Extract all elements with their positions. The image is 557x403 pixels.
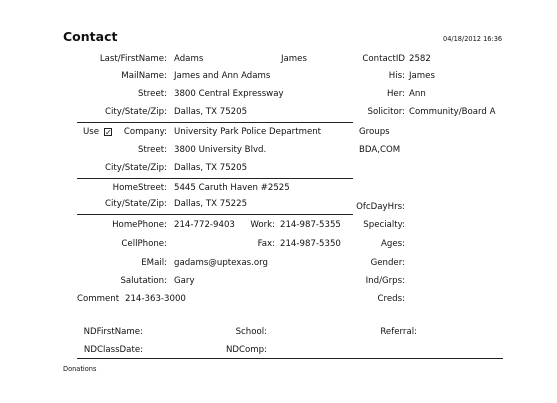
groups-value: BDA,COM: [359, 145, 401, 155]
fax-value: 214-987-5350: [280, 239, 341, 249]
home-phone-value: 214-772-9403: [174, 220, 235, 230]
street-value: 3800 Central Expressway: [174, 89, 284, 99]
her-label: Her:: [386, 89, 405, 99]
salutation-value: Gary: [174, 276, 195, 286]
company-city-state-zip-label: City/State/Zip:: [104, 163, 167, 173]
last-name-value: Adams: [174, 54, 204, 64]
name-label: Last/FirstName:: [99, 54, 167, 64]
credentials-label: Creds:: [377, 294, 405, 304]
use-label: Use: [83, 127, 100, 137]
mailname-label: MailName:: [121, 71, 167, 81]
print-timestamp: 04/18/2012 16:36: [443, 35, 503, 43]
use-checkbox[interactable]: ✓: [105, 128, 112, 137]
salutation-label: Salutation:: [120, 276, 167, 286]
gender-label: Gender:: [370, 258, 405, 268]
contact-id-label: ContactID: [362, 54, 405, 64]
his-label: His:: [388, 71, 405, 81]
street-label: Street:: [137, 89, 167, 99]
school-label: School:: [235, 327, 267, 337]
ages-label: Ages:: [381, 239, 405, 249]
contact-id-value: 2582: [409, 54, 431, 64]
city-state-zip-label: City/State/Zip:: [104, 107, 167, 117]
work-phone-value: 214-987-5355: [280, 220, 341, 230]
solicitor-label: Solicitor:: [367, 107, 405, 117]
company-value: University Park Police Department: [174, 127, 322, 137]
fax-label: Fax:: [257, 239, 275, 249]
home-street-label: HomeStreet:: [112, 183, 167, 193]
donations-label: Donations: [63, 365, 97, 373]
specialty-label: Specialty:: [363, 220, 405, 230]
work-phone-label: Work:: [250, 220, 275, 230]
home-phone-label: HomePhone:: [112, 220, 167, 230]
home-city-state-zip-value: Dallas, TX 75225: [174, 199, 248, 209]
individual-groups-label: Ind/Grps:: [365, 276, 405, 286]
comment-value: 214-363-3000: [125, 294, 186, 304]
section-divider: [77, 214, 353, 215]
company-label: Company:: [123, 127, 167, 137]
nd-first-name-label: NDFirstName:: [83, 327, 143, 337]
nd-comp-label: NDComp:: [225, 345, 267, 355]
company-street-label: Street:: [137, 145, 167, 155]
email-value: gadams@uptexas.org: [174, 258, 268, 268]
cell-phone-label: CellPhone:: [121, 239, 167, 249]
section-divider: [77, 122, 353, 123]
home-street-value: 5445 Caruth Haven #2525: [174, 183, 290, 193]
company-city-state-zip-value: Dallas, TX 75205: [174, 163, 248, 173]
email-label: EMail:: [141, 258, 167, 268]
first-name-value: James: [281, 54, 307, 64]
office-day-hours-label: OfcDayHrs:: [356, 202, 405, 212]
home-city-state-zip-label: City/State/Zip:: [104, 199, 167, 209]
mailname-value: James and Ann Adams: [174, 71, 271, 81]
his-value: James: [409, 71, 435, 81]
her-value: Ann: [409, 89, 426, 99]
section-divider: [77, 178, 353, 179]
company-street-value: 3800 University Blvd.: [174, 145, 267, 155]
nd-class-date-label: NDClassDate:: [83, 345, 143, 355]
groups-label: Groups: [359, 127, 390, 137]
city-state-zip-value: Dallas, TX 75205: [174, 107, 248, 117]
bottom-divider: [77, 358, 503, 359]
referral-label: Referral:: [380, 327, 417, 337]
solicitor-value: Community/Board A: [409, 107, 496, 117]
page-title: Contact: [63, 29, 118, 44]
comment-label: Comment: [77, 294, 120, 304]
